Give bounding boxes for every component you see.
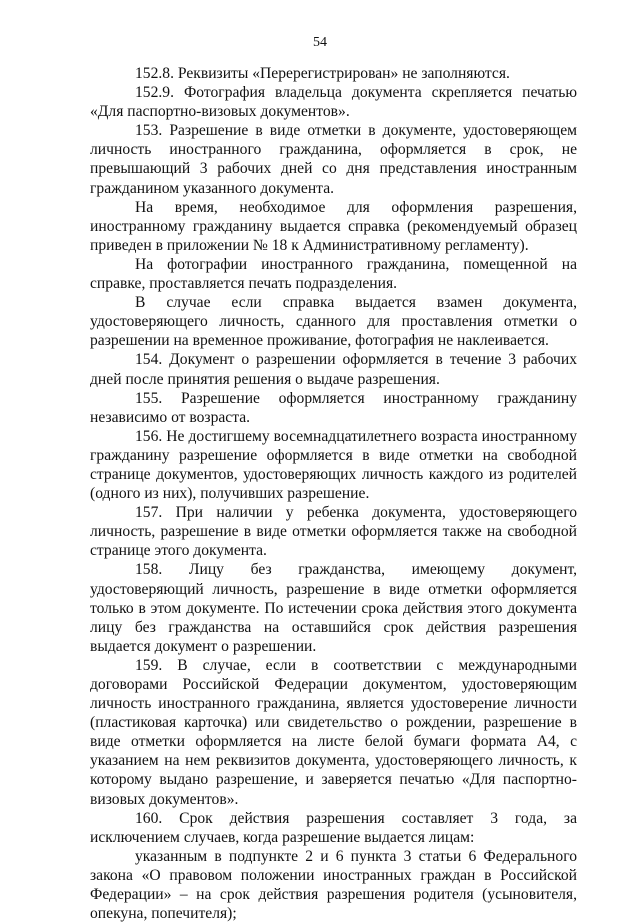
paragraph-153-photo-stamp: На фотографии иностранного гражданина, помещенной на справке, проставляется печать подразделения. (90, 255, 577, 293)
paragraph-155: 155. Разрешение оформляется иностранному гражданину независимо от возраста. (90, 389, 577, 426)
page-number: 54 (313, 35, 327, 50)
paragraph-153-certificate: На время, необходимое для оформления разрешения, иностранному гражданину выдается справка (рекомендуемый образец приведен в приложении № 18 к Административному регламенту). (90, 198, 577, 254)
paragraph-152-9: 152.9. Фотография владельца документа скрепляется печатью «Для паспортно-визовых документов». (90, 84, 577, 121)
paragraph-158: 158. Лицу без гражданства, имеющему документ, удостоверяющий личность, разрешение в виде отметки оформляется только в этом документе. По истечении срока действия этого документа лицу без гражданства на оставшийся срок действия разрешения выдается документ о разрешении. (90, 561, 577, 655)
paragraph-154: 154. Документ о разрешении оформляется в течение 3 рабочих дней после принятия решения о выдаче разрешения. (90, 351, 577, 388)
paragraph-157: 157. При наличии у ребенка документа, удостоверяющего личность, разрешение в виде отметки оформляется также на свободной странице этого документа. (90, 504, 577, 560)
paragraph-153-no-photo: В случае если справка выдается взамен документа, удостоверяющего личность, сданного для проставления отметки о разрешении на временное проживание, фотография не наклеивается. (90, 294, 577, 350)
paragraph-153: 153. Разрешение в виде отметки в документе, удостоверяющем личность иностранного гражданина, оформляется в срок, не превышающий 3 рабочих дней со дня представления иностранным гражданином указанного документа. (90, 122, 577, 197)
paragraph-156: 156. Не достигшему восемнадцатилетнего возраста иностранному гражданину разрешение оформляется в виде отметки на свободной странице документов, удостоверяющих личность каждого из родителей (одного из них), получивших разрешение. (90, 427, 577, 503)
paragraph-160-item-1: указанным в подпункте 2 и 6 пункта 3 статьи 6 Федерального закона «О правовом положении иностранных граждан в Российской Федерации» – на срок действия разрешения родителя (усыновителя, опекуна, попечителя); (90, 847, 577, 923)
paragraph-152-8: 152.8. Реквизиты «Перерегистрирован» не заполняются. (135, 65, 510, 82)
paragraph-159: 159. В случае, если в соответствии с международными договорами Российской Федерации документом, удостоверяющим личность иностранного гражданина, является удостоверение личности (пластиковая карточка) или свидетельство о рождении, разрешение в виде отметки оформляется на листе белой бумаги формата А4, с указанием на нем реквизитов документа, удостоверяющего личность, к которому выдано разрешение, и заверяется печатью «Для паспортно-визовых документов». (90, 656, 577, 808)
document-body (90, 64, 577, 923)
paragraph-160: 160. Срок действия разрешения составляет 3 года, за исключением случаев, когда разрешение выдается лицам: (90, 809, 577, 846)
